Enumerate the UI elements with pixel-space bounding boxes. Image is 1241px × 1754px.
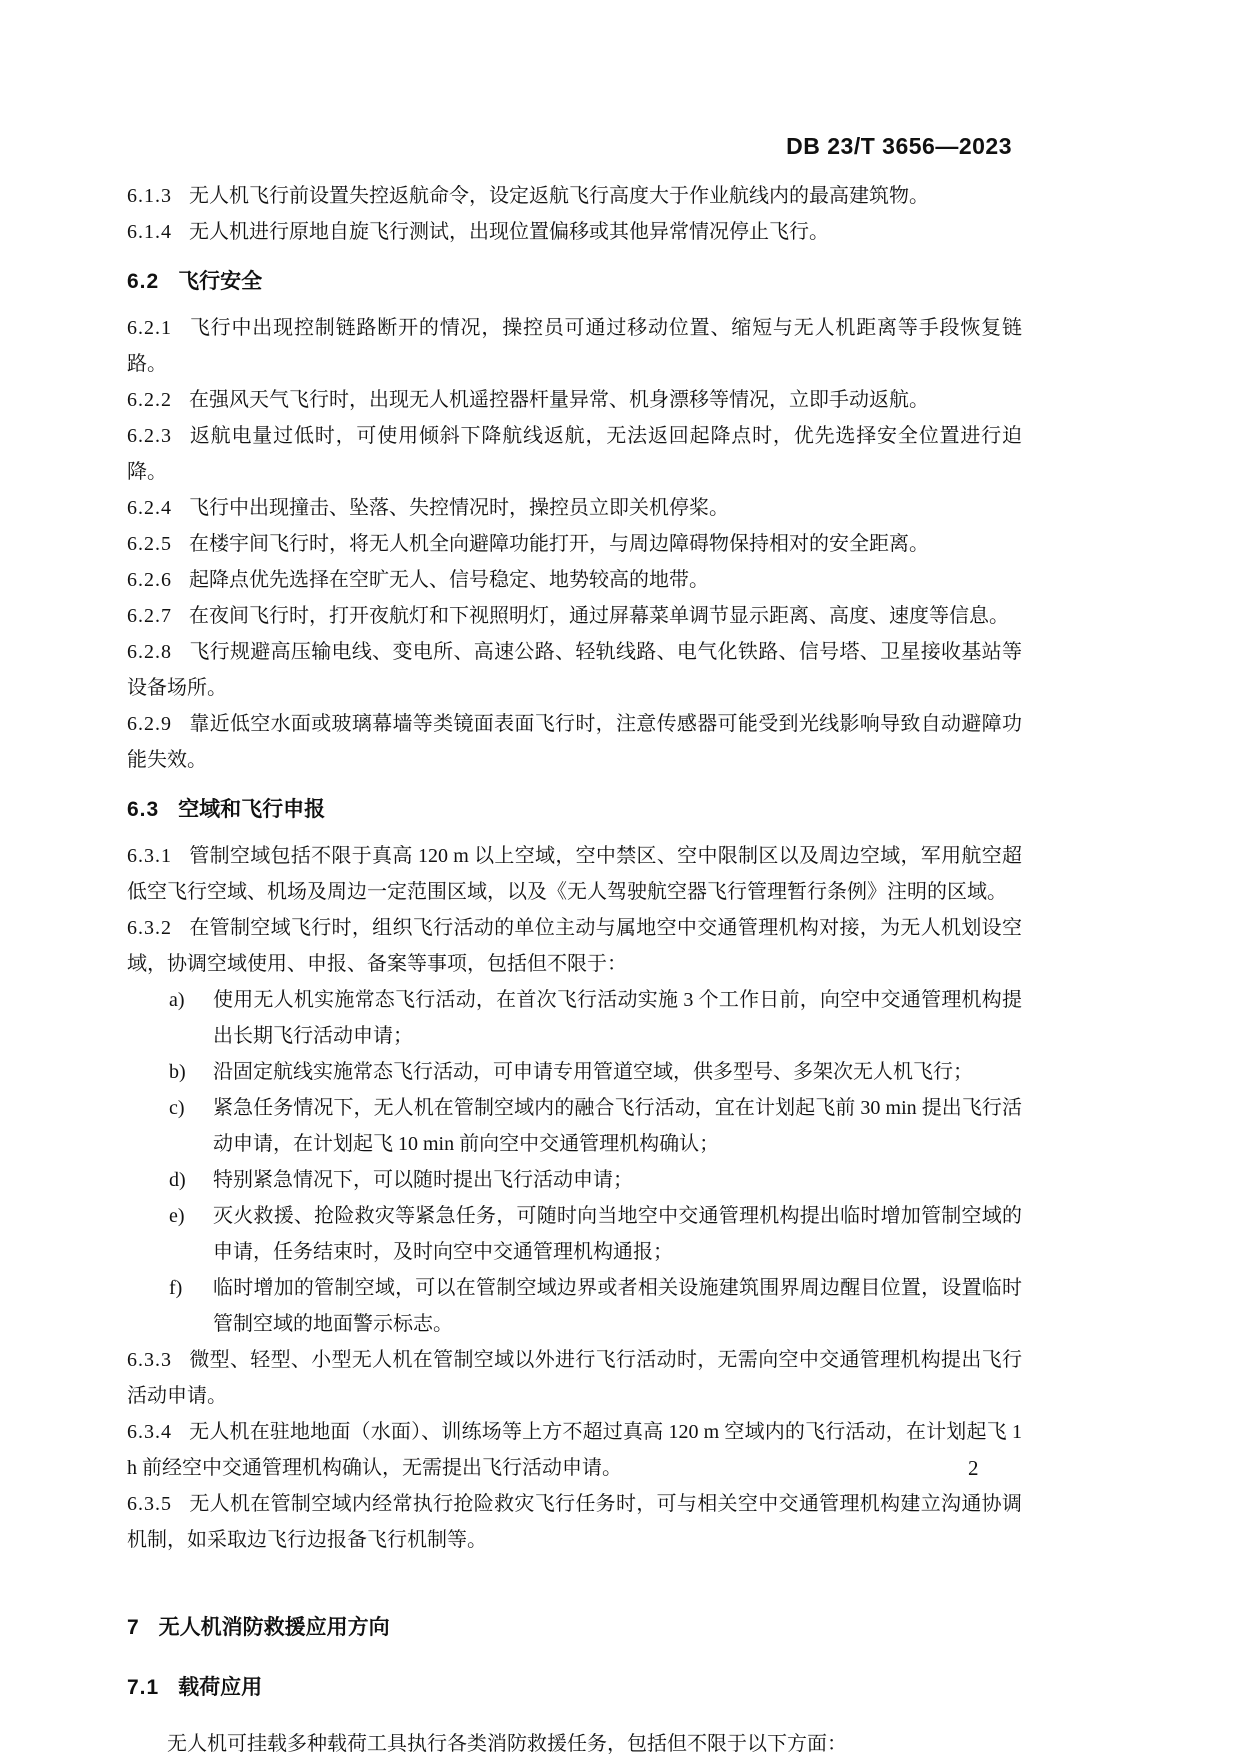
- heading-number: 7.1: [127, 1676, 160, 1699]
- clause-6-1-3: [127, 178, 1022, 214]
- clause-number: 6.2.9: [127, 713, 172, 735]
- clause-6-2-9: [127, 706, 1022, 778]
- page-number: 2: [968, 1456, 979, 1480]
- list-item-text: 紧急任务情况下，无人机在管制空域内的融合飞行活动，宜在计划起飞前 30 min 提出飞行活动申请，在计划起飞 10 min 前向空中交通管理机构确认；: [213, 1097, 1022, 1155]
- list-item-label: b): [169, 1061, 186, 1083]
- list-item-f: [169, 1270, 1022, 1342]
- clause-6-3-1: [127, 838, 1022, 910]
- clause-number: 6.3.3: [127, 1349, 172, 1371]
- document-body: [127, 178, 1022, 1754]
- clause-number: 6.2.3: [127, 425, 172, 447]
- clause-number: 6.1.4: [127, 221, 172, 243]
- heading-number: 6.3: [127, 798, 160, 821]
- clause-text: 无人机飞行前设置失控返航命令，设定返航飞行高度大于作业航线内的最高建筑物。: [189, 185, 929, 207]
- section-heading-6-2: [127, 264, 1022, 300]
- clause-text: 在强风天气飞行时，出现无人机遥控器杆量异常、机身漂移等情况，立即手动返航。: [189, 389, 929, 411]
- clause-text: 无人机在驻地地面（水面）、训练场等上方不超过真高 120 m 空域内的飞行活动，在计划起飞 1 h 前经空中交通管理机构确认，无需提出飞行活动申请。: [127, 1421, 1022, 1479]
- list-item-label: d): [169, 1169, 186, 1191]
- clause-text: 靠近低空水面或玻璃幕墙等类镜面表面飞行时，注意传感器可能受到光线影响导致自动避障功能失效。: [127, 713, 1022, 771]
- clause-6-2-2: [127, 382, 1022, 418]
- clause-6-3-2: [127, 910, 1022, 982]
- clause-number: 6.2.6: [127, 569, 172, 591]
- list-item-text: 使用无人机实施常态飞行活动，在首次飞行活动实施 3 个工作日前，向空中交通管理机构提出长期飞行活动申请；: [213, 989, 1022, 1047]
- heading-title: 载荷应用: [178, 1676, 263, 1699]
- heading-number: 7: [127, 1616, 140, 1639]
- list-item-label: a): [169, 989, 185, 1011]
- clause-number: 6.2.4: [127, 497, 172, 519]
- clause-number: 6.3.5: [127, 1493, 172, 1515]
- clause-text: 无人机进行原地自旋飞行测试，出现位置偏移或其他异常情况停止飞行。: [189, 221, 829, 243]
- clause-6-3-4: [127, 1414, 1022, 1486]
- clause-number: 6.2.8: [127, 641, 172, 663]
- clause-6-2-6: [127, 562, 1022, 598]
- list-item-text: 特别紧急情况下，可以随时提出飞行活动申请；: [213, 1169, 633, 1191]
- clause-text: 微型、轻型、小型无人机在管制空域以外进行飞行活动时，无需向空中交通管理机构提出飞行活动申请。: [127, 1349, 1022, 1407]
- clause-text: 管制空域包括不限于真高 120 m 以上空域，空中禁区、空中限制区以及周边空域，军用航空超低空飞行空域、机场及周边一定范围区域，以及《无人驾驶航空器飞行管理暂行条例》注明的区域。: [127, 845, 1022, 903]
- clause-text: 返航电量过低时，可使用倾斜下降航线返航，无法返回起降点时，优先选择安全位置进行迫降。: [127, 425, 1022, 483]
- clause-number: 6.2.1: [127, 317, 172, 339]
- paragraph-7-1-intro: 无人机可挂载多种载荷工具执行各类消防救援任务，包括但不限于以下方面：: [167, 1733, 847, 1754]
- clause-6-3-5: [127, 1486, 1022, 1558]
- section-heading-7-1: [127, 1670, 1022, 1706]
- list-item-a: [169, 982, 1022, 1054]
- clause-6-3-3: [127, 1342, 1022, 1414]
- clause-number: 6.1.3: [127, 185, 172, 207]
- clause-6-1-4: [127, 214, 1022, 250]
- clause-text: 飞行中出现控制链路断开的情况，操控员可通过移动位置、缩短与无人机距离等手段恢复链路。: [127, 317, 1022, 375]
- clause-6-2-5: [127, 526, 1022, 562]
- clause-number: 6.3.4: [127, 1421, 172, 1443]
- list-item-label: c): [169, 1097, 185, 1119]
- heading-number: 6.2: [127, 270, 160, 293]
- clause-text: 飞行中出现撞击、坠落、失控情况时，操控员立即关机停桨。: [189, 497, 729, 519]
- list-item-c: [169, 1090, 1022, 1162]
- clause-text: 在楼宇间飞行时，将无人机全向避障功能打开，与周边障碍物保持相对的安全距离。: [189, 533, 929, 555]
- clause-6-2-4: [127, 490, 1022, 526]
- clause-text: 无人机在管制空域内经常执行抢险救灾飞行任务时，可与相关空中交通管理机构建立沟通协调机制，如采取边飞行边报备飞行机制等。: [127, 1493, 1022, 1551]
- list-item-b: [169, 1054, 1022, 1090]
- heading-title: 空域和飞行申报: [178, 798, 326, 821]
- clause-number: 6.2.7: [127, 605, 172, 627]
- doc-number: DB 23/T 3656—2023: [786, 133, 1012, 159]
- clause-number: 6.3.2: [127, 917, 172, 939]
- list-item-e: [169, 1198, 1022, 1270]
- clause-text: 起降点优先选择在空旷无人、信号稳定、地势较高的地带。: [189, 569, 709, 591]
- clause-number: 6.3.1: [127, 845, 172, 867]
- clause-6-2-1: [127, 310, 1022, 382]
- clause-6-2-7: [127, 598, 1022, 634]
- list-item-text: 临时增加的管制空域，可以在管制空域边界或者相关设施建筑围界周边醒目位置，设置临时管制空域的地面警示标志。: [213, 1277, 1022, 1335]
- clause-text: 飞行规避高压输电线、变电所、高速公路、轻轨线路、电气化铁路、信号塔、卫星接收基站等设备场所。: [127, 641, 1022, 699]
- clause-text: 在管制空域飞行时，组织飞行活动的单位主动与属地空中交通管理机构对接，为无人机划设空域，协调空域使用、申报、备案等事项，包括但不限于：: [127, 917, 1022, 975]
- heading-title: 无人机消防救援应用方向: [158, 1616, 390, 1639]
- list-item-label: e): [169, 1205, 185, 1227]
- list-item-text: 沿固定航线实施常态飞行活动，可申请专用管道空域，供多型号、多架次无人机飞行；: [213, 1061, 973, 1083]
- clause-6-2-8: [127, 634, 1022, 706]
- chapter-heading-7: [127, 1610, 1022, 1646]
- clause-number: 6.2.5: [127, 533, 172, 555]
- list-item-text: 灭火救援、抢险救灾等紧急任务，可随时向当地空中交通管理机构提出临时增加管制空域的申请，任务结束时，及时向空中交通管理机构通报；: [213, 1205, 1022, 1263]
- section-heading-6-3: [127, 792, 1022, 828]
- list-item-label: f): [169, 1277, 183, 1299]
- list-item-d: [169, 1162, 1022, 1198]
- clause-text: 在夜间飞行时，打开夜航灯和下视照明灯，通过屏幕菜单调节显示距离、高度、速度等信息。: [189, 605, 1009, 627]
- clause-6-2-3: [127, 418, 1022, 490]
- clause-number: 6.2.2: [127, 389, 172, 411]
- heading-title: 飞行安全: [178, 270, 263, 293]
